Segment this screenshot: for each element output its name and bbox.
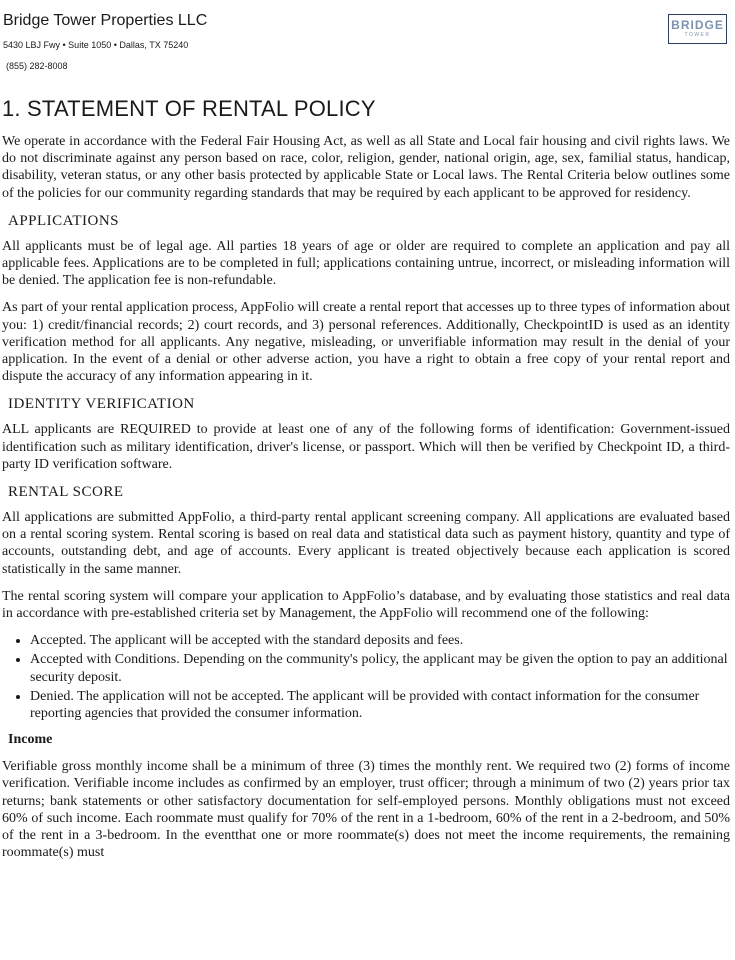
letterhead <box>3 10 733 71</box>
logo-main-text: BRIDGE <box>671 18 724 32</box>
applications-paragraph-2: As part of your rental application process, AppFolio will create a rental report that accesses up to three types of information about you: 1) credit/financial records; 2) court records, and 3) personal references. Additionally, CheckpointID is used as an identity verification method for all applicants. Any negative, misleading, or unverifiable information may result in the denial of your application. In the event of a denial or other adverse action, you have a right to obtain a free copy of your rental report and dispute the accuracy of any information appearing in it. <box>2 300 730 385</box>
bridge-tower-logo <box>668 14 727 44</box>
income-heading: Income <box>8 732 53 748</box>
document-body <box>2 95 730 872</box>
rental-score-heading: RENTAL SCORE <box>8 484 124 501</box>
intro-paragraph: We operate in accordance with the Federal Fair Housing Act, as well as all State and Local fair housing and civil rights laws. We do not discriminate against any person based on race, color, religion, gender, national origin, age, sex, familial status, handicap, disability, veteran status, or any other basis protected by applicable State or Local laws. The Rental Criteria below outlines some of the policies for our community regarding standards that may be required by each applicant to be approved for residency. <box>2 134 730 201</box>
company-name: Bridge Tower Properties LLC <box>3 12 208 29</box>
logo-sub-text: TOWER <box>684 32 711 38</box>
rental-score-paragraph-2: The rental scoring system will compare your application to AppFolio’s database, and by evaluating those statistics and real data in accordance with pre-established criteria set by Management, the AppFolio will recommend one of the following: <box>2 588 730 622</box>
rental-score-paragraph-1: All applications are submitted AppFolio, a third-party rental applicant screening company. All applications are evaluated based on a rental scoring system. Rental scoring is based on real data and statistical data such as payment history, quantity and type of accounts, outstanding debt, and age of accounts. Every applicant is treated objectively because each application is scored statistically in the same manner. <box>2 510 730 577</box>
income-paragraph: Verifiable gross monthly income shall be a minimum of three (3) times the monthly rent. We required two (2) forms of income verification. Verifiable income includes as confirmed by an employer, trust officer; through a minimum of two (2) years prior tax returns; bank statements or other satisfactory documentation for self-employed persons. Monthly obligations must not exceed 60% of such income. Each roommate must qualify for 70% of the rent in a 1-bedroom, 60% of the rent in a 2-bedroom, and 50% of the rent in a 3-bedroom. In the eventthat one or more roommate(s) does not meet the income requirements, the remaining roommate(s) must <box>2 759 730 861</box>
company-address: 5430 LBJ Fwy • Suite 1050 • Dallas, TX 75240 <box>3 40 189 50</box>
page-title: 1. STATEMENT OF RENTAL POLICY <box>2 96 376 121</box>
list-item: • Accepted with Conditions. Depending on the community's policy, the applicant may be given the option to pay an additional security deposit. <box>30 651 730 685</box>
recommendation-list <box>2 632 730 722</box>
identity-heading: IDENTITY VERIFICATION <box>8 396 195 413</box>
identity-paragraph: ALL applicants are REQUIRED to provide at least one of any of the following forms of identification: Government-issued identification such as military identification, driver's license, or passport. Which will then be verified by Checkpoint ID, a third-party ID verification software. <box>2 422 730 472</box>
applications-paragraph-1: All applicants must be of legal age. All parties 18 years of age or older are required to complete an application and pay all applicable fees. Applications are to be completed in full; applications containing untrue, incorrect, or misleading information will be denied. The application fee is non-refundable. <box>2 238 730 289</box>
list-item: • Denied. The application will not be accepted. The applicant will be provided with contact information for the consumer reporting agencies that provided the consumer information. <box>30 688 730 722</box>
applications-heading: APPLICATIONS <box>8 212 120 229</box>
list-item: • Accepted. The applicant will be accepted with the standard deposits and fees. <box>30 632 730 649</box>
company-phone: (855) 282-8008 <box>6 61 68 71</box>
